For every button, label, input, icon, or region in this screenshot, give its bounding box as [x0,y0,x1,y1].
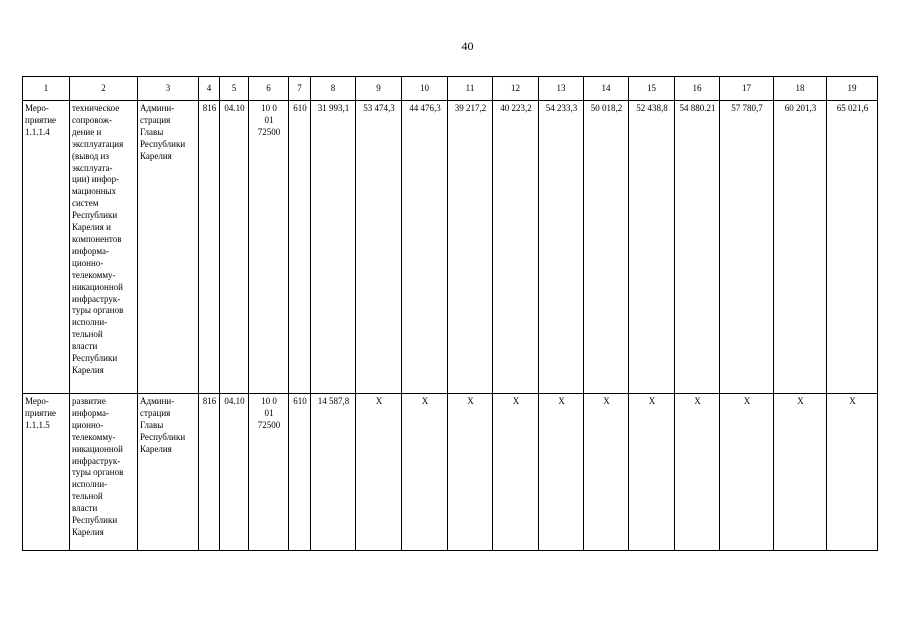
header-cell: 16 [675,77,720,101]
rzpr-cell: 04.10 [220,394,249,551]
value-cell: X [356,394,402,551]
value-cell: X [493,394,539,551]
header-cell: 18 [774,77,827,101]
value-cell: 44 476,3 [402,101,448,394]
measure-cell: Меро- приятие 1.1.1.4 [23,101,70,394]
header-cell: 7 [289,77,311,101]
header-cell: 3 [138,77,199,101]
value-cell: 57 780,7 [720,101,774,394]
value-cell: 54 880.21 [675,101,720,394]
value-cell: 60 201,3 [774,101,827,394]
value-cell: X [448,394,493,551]
value-cell: X [827,394,878,551]
grbs-cell: 816 [199,101,220,394]
header-cell: 19 [827,77,878,101]
value-cell: X [402,394,448,551]
value-cell: 53 474,3 [356,101,402,394]
value-cell: 50 018,2 [584,101,629,394]
header-cell: 11 [448,77,493,101]
header-cell: 4 [199,77,220,101]
executor-cell: Админи- страция Главы Республики Карелия [138,101,199,394]
csr-cell: 10 0 01 72500 [249,101,289,394]
header-cell: 17 [720,77,774,101]
value-cell: X [720,394,774,551]
value-cell: 54 233,3 [539,101,584,394]
vr-cell: 610 [289,101,311,394]
value-cell: 39 217,2 [448,101,493,394]
table-header-row [23,77,878,101]
value-cell: 31 993,1 [311,101,356,394]
value-cell: X [539,394,584,551]
rzpr-cell: 04.10 [220,101,249,394]
page-number: 40 [461,39,474,53]
value-cell: 14 587,8 [311,394,356,551]
header-cell: 13 [539,77,584,101]
header-cell: 14 [584,77,629,101]
value-cell: X [584,394,629,551]
header-cell: 1 [23,77,70,101]
value-cell: 40 223,2 [493,101,539,394]
header-cell: 8 [311,77,356,101]
description-cell: развитие информа- ционно- телекомму- никационной инфраструк- туры органов исполни- тельной власти Республики Карелия [70,394,138,551]
measure-cell: Меро- приятие 1.1.1.5 [23,394,70,551]
table-row [23,101,878,394]
header-cell: 6 [249,77,289,101]
budget-table [22,76,878,551]
header-cell: 10 [402,77,448,101]
csr-cell: 10 0 01 72500 [249,394,289,551]
value-cell: X [675,394,720,551]
header-cell: 5 [220,77,249,101]
value-cell: X [629,394,675,551]
description-cell: техническое сопровож- дение и эксплуатация (вывод из эксплуата- ции) инфор- мационных систем Республики Карелия и компонентов информа- ционно- телекомму- никационной инфраструк- туры органов исполни- тельной власти Республики Карелия [70,101,138,394]
grbs-cell: 816 [199,394,220,551]
table-row [23,394,878,551]
header-cell: 15 [629,77,675,101]
header-cell: 9 [356,77,402,101]
vr-cell: 610 [289,394,311,551]
header-cell: 2 [70,77,138,101]
header-cell: 12 [493,77,539,101]
executor-cell: Админи- страция Главы Республики Карелия [138,394,199,551]
value-cell: X [774,394,827,551]
value-cell: 65 021,6 [827,101,878,394]
value-cell: 52 438,8 [629,101,675,394]
